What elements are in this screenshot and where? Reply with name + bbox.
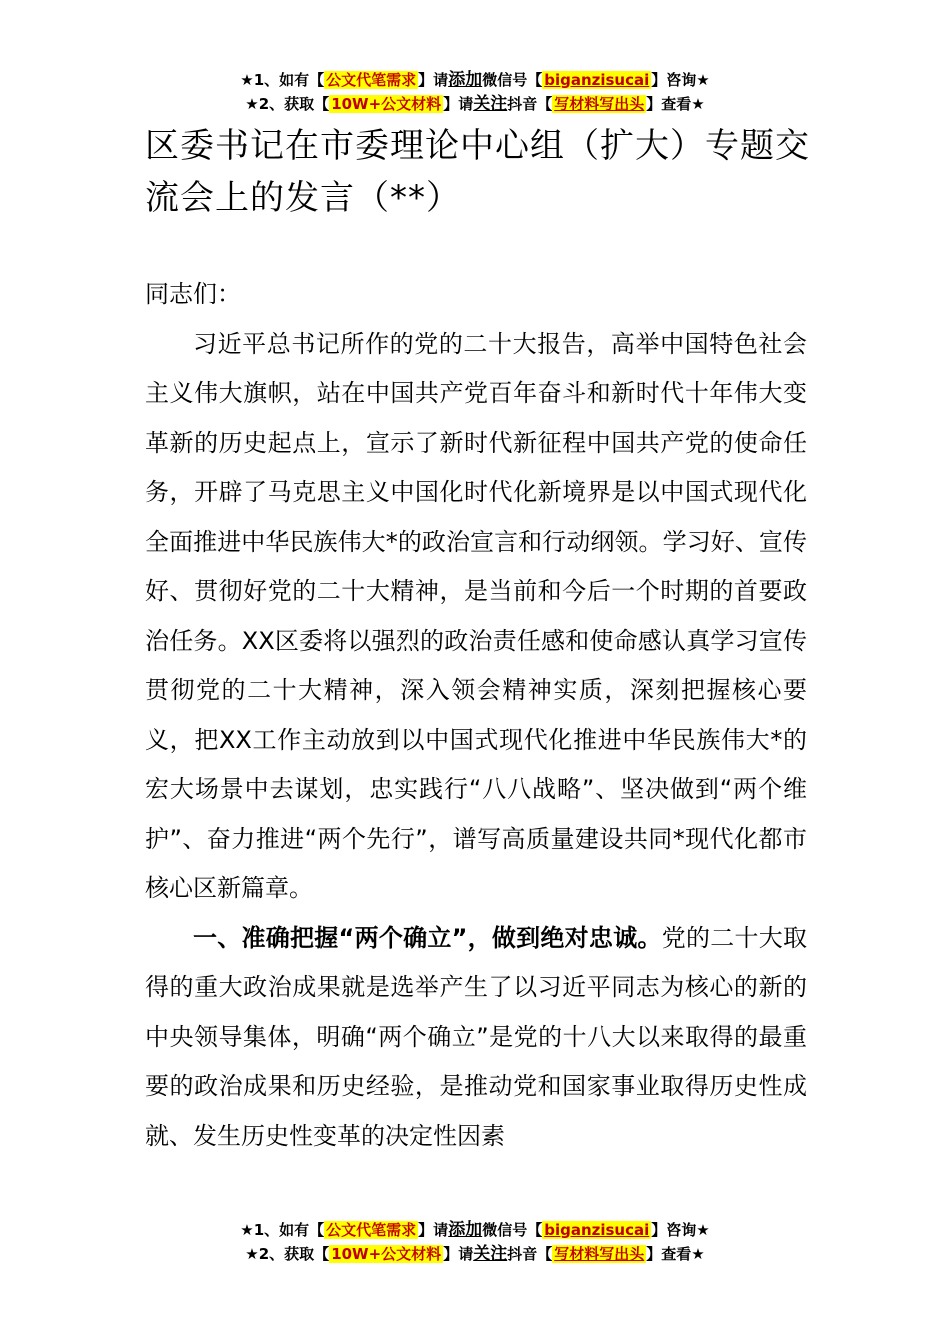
banner-text: 抖音【 xyxy=(507,95,553,113)
section-text: 党的二十大取得的重大政治成果就是选举产生了以习近平同志为核心的新的中央领导集体，明确“两个确立”是党的十八大以来取得的最重要的政治成果和历史经验，是推动党和国家事业取得历史性成就、发生历史性变革的决定性因素 xyxy=(145,923,808,1150)
document-title: 区委书记在市委理论中心组（扩大）专题交流会上的发言（**） xyxy=(145,126,810,218)
banner-text: 】请 xyxy=(443,1245,474,1263)
emphasis-text: 添加 xyxy=(448,1220,483,1240)
salutation: 同志们： xyxy=(145,280,241,308)
banner-text: ★2、获取【 xyxy=(245,1245,330,1263)
section-paragraph xyxy=(145,914,807,1162)
emphasis-text: 关注 xyxy=(473,94,508,114)
emphasis-text: 关注 xyxy=(473,1244,508,1264)
banner-text: 抖音【 xyxy=(507,1245,553,1263)
highlight-tag: 10W+公文材料 xyxy=(331,95,442,113)
highlight-tag: biganzisucai xyxy=(544,71,650,89)
banner-line-2 xyxy=(0,92,950,116)
banner-line-2 xyxy=(0,1242,950,1266)
highlight-tag: 10W+公文材料 xyxy=(331,1245,442,1263)
banner-text: 】查看★ xyxy=(646,1245,705,1263)
header-banner xyxy=(0,68,950,116)
banner-text: 】请 xyxy=(418,1221,449,1239)
highlight-tag: 写材料写出头 xyxy=(554,1245,645,1263)
banner-text: 】请 xyxy=(443,95,474,113)
banner-line-1 xyxy=(0,68,950,92)
highlight-tag: 公文代笔需求 xyxy=(326,1221,417,1239)
banner-text: ★1、如有【 xyxy=(240,1221,325,1239)
paragraph: 习近平总书记所作的党的二十大报告，高举中国特色社会主义伟大旗帜，站在中国共产党百年奋斗和新时代十年伟大变革新的历史起点上，宣示了新时代新征程中国共产党的使命任务，开辟了马克思主义中国化时代化新境界是以中国式现代化全面推进中华民族伟大*的政治宣言和行动纲领。学习好、宣传好、贯彻好党的二十大精神，是当前和今后一个时期的首要政治任务。XX区委将以强烈的政治责任感和使命感认真学习宣传贯彻党的二十大精神，深入领会精神实质，深刻把握核心要义，把XX工作主动放到以中国式现代化推进中华民族伟大*的宏大场景中去谋划，忠实践行“八八战略”、坚决做到“两个维护”、奋力推进“两个先行”，谱写高质量建设共同*现代化都市核心区新篇章。 xyxy=(145,329,807,902)
highlight-tag: 写材料写出头 xyxy=(554,95,645,113)
section-heading: 一、准确把握“两个确立”，做到绝对忠诚。 xyxy=(193,923,662,952)
banner-text: ★1、如有【 xyxy=(240,71,325,89)
banner-text: 】查看★ xyxy=(646,95,705,113)
highlight-tag: 公文代笔需求 xyxy=(326,71,417,89)
banner-text: 微信号【 xyxy=(482,71,543,89)
banner-text: 微信号【 xyxy=(482,1221,543,1239)
document-body xyxy=(145,270,807,1161)
footer-banner xyxy=(0,1218,950,1266)
banner-line-1 xyxy=(0,1218,950,1242)
emphasis-text: 添加 xyxy=(448,70,483,90)
banner-text: 】请 xyxy=(418,71,449,89)
highlight-tag: biganzisucai xyxy=(544,1221,650,1239)
banner-text: 】咨询★ xyxy=(651,71,710,89)
banner-text: ★2、获取【 xyxy=(245,95,330,113)
banner-text: 】咨询★ xyxy=(651,1221,710,1239)
